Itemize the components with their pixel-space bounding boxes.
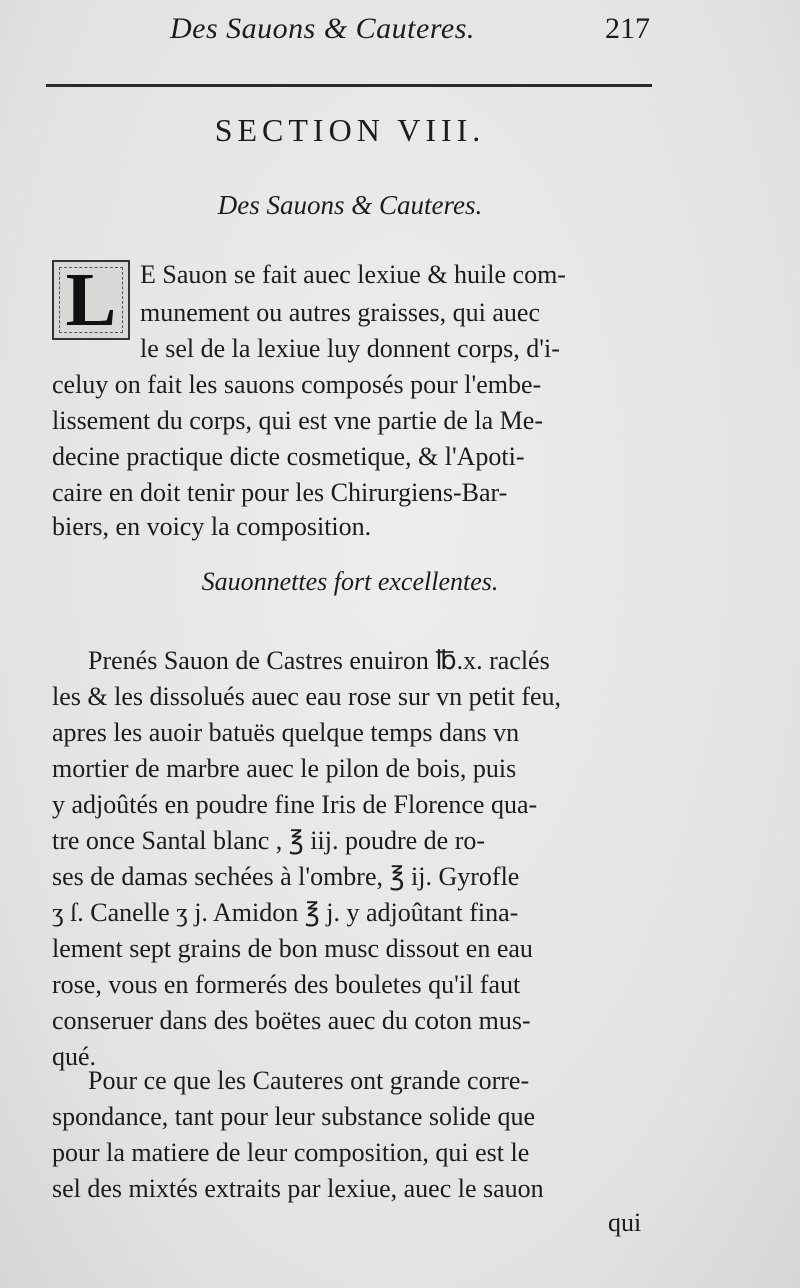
text-line: les & les dissolués auec eau rose sur vn petit feu, [52,682,562,711]
section-heading: SECTION VIII. [214,112,486,148]
text-line: caire en doit tenir pour les Chirurgiens-Bar- [52,478,508,507]
text-line: ses de damas sechées à l'ombre, ℥ ij. Gyrofle [52,862,520,891]
section-subtitle: Des Sauons & Cauteres. [217,190,483,220]
text-line: spondance, tant pour leur substance solide que [52,1102,536,1131]
catchword: qui [608,1208,642,1237]
text-line: y adjoûtés en poudre fine Iris de Florence qua- [52,790,538,819]
text-line: ʒ ſ. Canelle ʒ j. Amidon ℥ j. y adjoûtant fina- [52,898,519,927]
text-line: qué. [52,1042,97,1071]
text-line: pour la matiere de leur composition, qui est le [52,1138,530,1167]
text-line: tre once Santal blanc , ℥ iij. poudre de ro- [52,826,486,855]
text-line: rose, vous en formerés des bouletes qu'il faut [52,970,521,999]
running-title: Des Sauons & Cauteres. [170,12,475,45]
text-line: lissement du corps, qui est vne partie de la Me- [52,406,543,435]
drop-cap-letter: L [65,258,117,342]
ornamental-drop-cap [52,260,130,340]
text-line: Pour ce que les Cauteres ont grande corre- [88,1066,530,1095]
text-line: E Sauon se fait auec lexiue & huile com- [140,260,566,289]
text-line: lement sept grains de bon musc dissout en eau [52,934,533,963]
running-head [170,12,650,56]
text-line: le sel de la lexiue luy donnent corps, d'i- [140,334,560,363]
text-line: conseruer dans des boëtes auec du coton mus- [52,1006,531,1035]
text-line: celuy on fait les sauons composés pour l'embe- [52,370,542,399]
text-line: decine practique dicte cosmetique, & l'Apoti- [52,442,525,471]
text-line: Prenés Sauon de Castres enuiron ℔.x. raclés [88,646,550,675]
text-line: munement ou autres graisses, qui auec [140,298,540,327]
text-line: apres les auoir batuës quelque temps dans vn [52,718,520,747]
text-line: biers, en voicy la composition. [52,512,372,541]
text-line: mortier de marbre auec le pilon de bois, puis [52,754,517,783]
page-number: 217 [605,12,650,45]
recipe-title: Sauonnettes fort excellentes. [201,567,499,596]
header-rule [46,84,652,87]
text-line: sel des mixtés extraits par lexiue, auec le sauon [52,1174,544,1203]
